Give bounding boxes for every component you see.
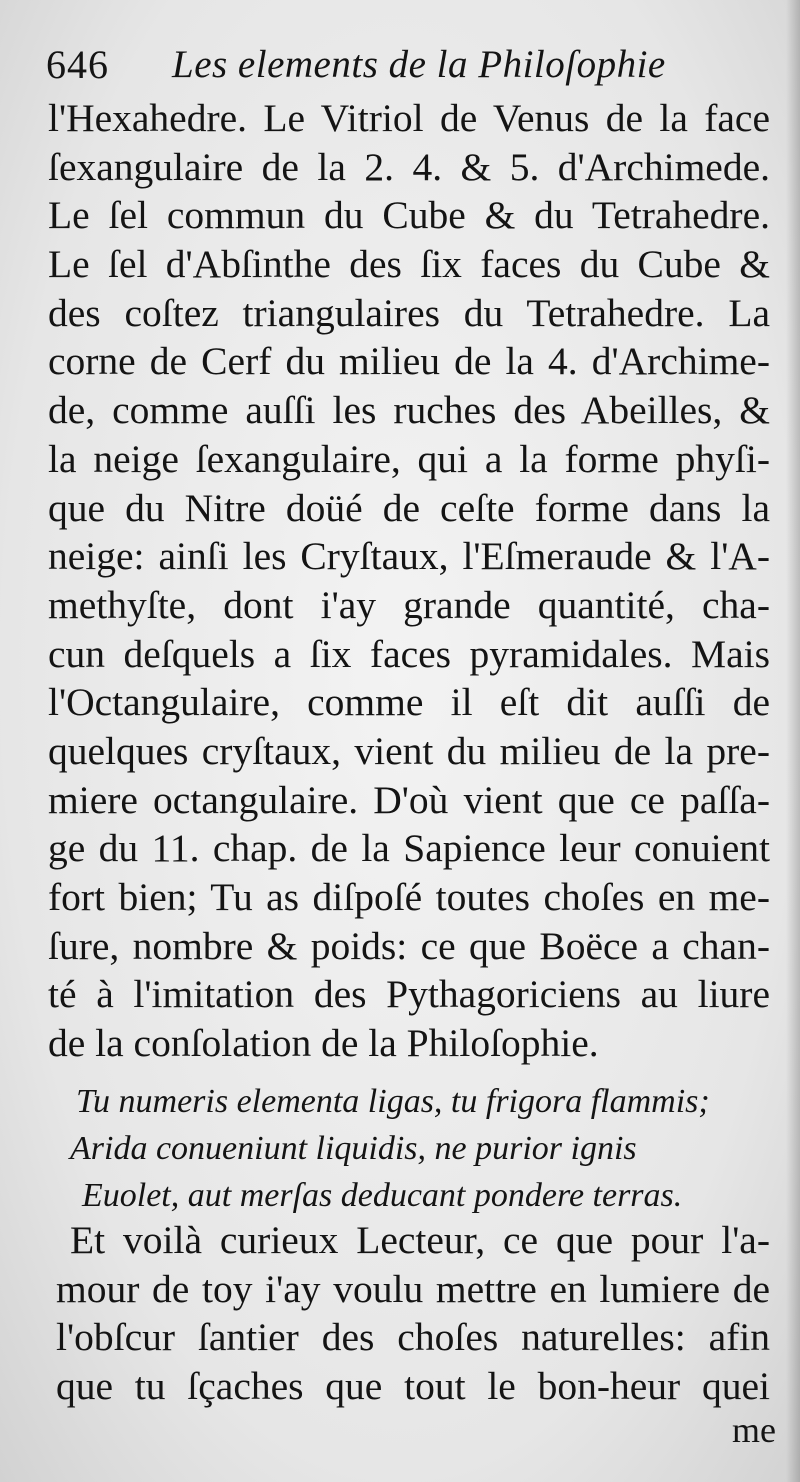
text-line: ge du 11. chap. de la Sapience leur conuient: [48, 826, 770, 871]
text-line: des coſtez triangulaires du Tetrahedre. La: [48, 290, 770, 335]
text-line: l'obſcur ſantier des choſes naturelles: afin: [56, 1315, 770, 1360]
text-line: neige: ainſi les Cryſtaux, l'Eſmeraude & l'A-: [48, 534, 770, 579]
text-line: miere octangulaire. D'où vient que ce paſſa-: [48, 777, 770, 822]
running-head: [46, 40, 776, 92]
verse-line: Euolet, aut merſas deducant pondere terras.: [82, 1177, 683, 1214]
text-line: methyſte, dont i'ay grande quantité, cha-: [48, 582, 770, 627]
running-title: Les elements de la Philoſophie: [172, 43, 666, 86]
text-line: l'Hexahedre. Le Vitriol de Venus de la face: [48, 96, 770, 140]
verse-quotation: [52, 1078, 780, 1219]
text-line: Le ſel commun du Cube & du Tetrahedre.: [48, 193, 770, 238]
verse-line: Tu numeris elementa ligas, tu frigora flammis;: [76, 1083, 710, 1120]
text-line: ſexangulaire de la 2. 4. & 5. d'Archimede.: [48, 144, 770, 189]
text-line: la neige ſexangulaire, qui a la forme phyſi-: [48, 436, 770, 481]
text-line: quelques cryſtaux, vient du milieu de la pre-: [48, 728, 770, 773]
text-line: té à l'imitation des Pythagoriciens au liure: [48, 972, 770, 1017]
verse-line: Arida conueniunt liquidis, ne purior ignis: [70, 1130, 637, 1167]
text-line: Le ſel d'Abſinthe des ſix faces du Cube &: [48, 242, 770, 287]
text-line: cun deſquels a ſix faces pyramidales. Mais: [48, 631, 770, 676]
text-line: que tu ſçaches que tout le bon-heur quei: [56, 1364, 770, 1409]
page-edge-shadow: [786, 0, 800, 1482]
text-line: ſure, nombre & poids: ce que Boëce a chan-: [48, 923, 770, 968]
text-line: que du Nitre doüé de ceſte forme dans la: [48, 485, 770, 530]
text-line: de la conſolation de la Philoſophie.: [48, 1021, 599, 1066]
text-line: l'Octangulaire, comme il eſt dit auſſi de: [48, 680, 770, 725]
closing-paragraph: [56, 1216, 778, 1411]
text-line: corne de Cerf du milieu de la 4. d'Archime-: [48, 339, 770, 384]
text-line: mour de toy i'ay voulu mettre en lumiere de: [56, 1266, 770, 1311]
text-line: Et voilà curieux Lecteur, ce que pour l'a-: [70, 1218, 770, 1262]
body-paragraph: [48, 94, 778, 1068]
text-line: fort bien; Tu as diſpoſé toutes choſes en me-: [48, 875, 770, 919]
page-number: 646: [46, 42, 109, 87]
text-line: de, comme auſſi les ruches des Abeilles, &: [48, 388, 770, 433]
catchword: me: [732, 1410, 776, 1450]
